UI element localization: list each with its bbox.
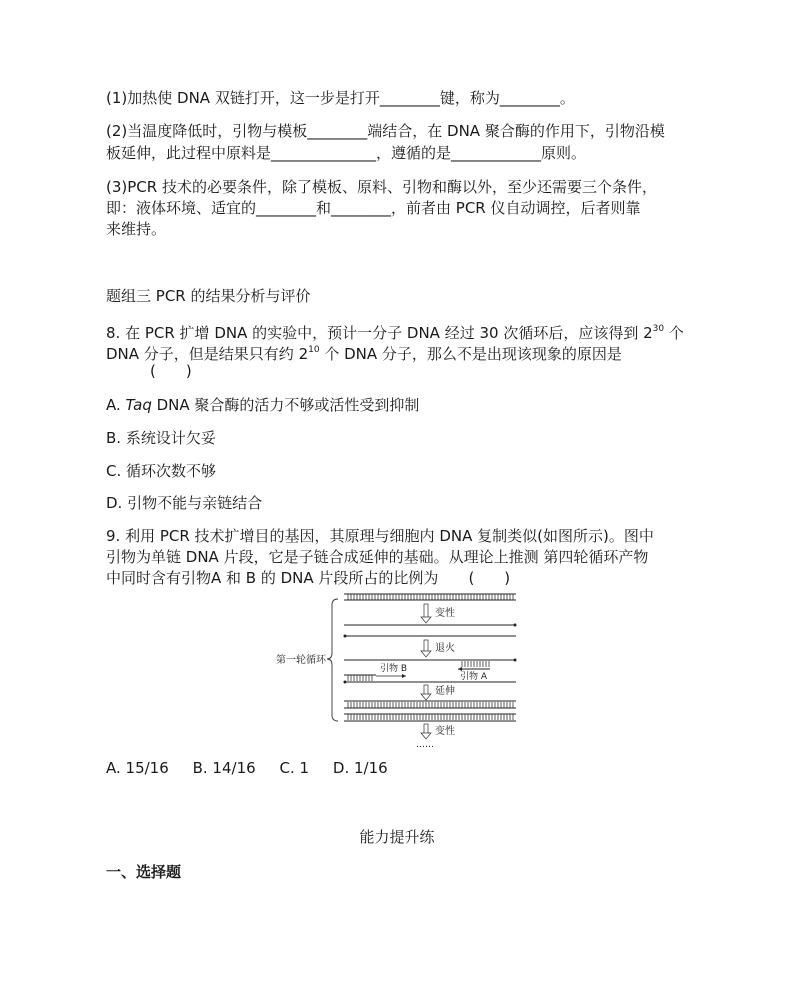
- q8-exponent-30: 30: [652, 324, 665, 334]
- cycle-brace: [327, 599, 338, 721]
- q8-option-a-prefix: A.: [106, 396, 126, 414]
- q9-line1: 9. 利用 PCR 技术扩增目的基因，其原理与细胞内 DNA 复制类似(如图所示)。图中: [106, 527, 654, 545]
- step-extend: 延伸: [435, 686, 455, 697]
- q8-line1-text: 8. 在 PCR 扩增 DNA 的实验中，预计一分子 DNA 经过 30 次循环后，应该得到 2: [106, 324, 653, 342]
- q7-part2-line1: (2)当温度降低时，引物与模板________端结合，在 DNA 聚合酶的作用下，引物沿模: [106, 122, 665, 140]
- q8-exponent-10: 10: [308, 345, 320, 355]
- q7-part3-line3: 来维持。: [106, 220, 167, 238]
- q9-line3: [106, 568, 510, 588]
- step-denature: 变性: [435, 608, 455, 619]
- q9-line3-text: 中同时含有引物A 和 B 的 DNA 片段所占的比例为: [106, 569, 439, 587]
- step-denature-2: 变性: [435, 726, 455, 737]
- q8-option-b[interactable]: B. 系统设计欠妥: [106, 429, 216, 447]
- q8-line1-tail: 个: [664, 324, 684, 342]
- q8-line2-text: DNA 分子，但是结果只有约 2: [106, 345, 309, 363]
- cycle-label: 第一轮循环: [276, 655, 326, 666]
- q8-option-d[interactable]: D. 引物不能与亲链结合: [106, 494, 263, 512]
- q9-line2: 引物为单链 DNA 片段，它是子链合成延伸的基础。从理论上推测 第四轮循环产物: [106, 548, 649, 566]
- primer-a-label: 引物 A: [460, 672, 488, 682]
- primer-b-label: 引物 B: [380, 664, 408, 674]
- q7-part2-line2: 板延伸，此过程中原料是______________，遵循的是____________原则。: [106, 144, 587, 162]
- denature-arrow-2: [421, 724, 431, 739]
- q8-option-a-taq: Taq: [125, 396, 152, 414]
- q8-answer-bracket: ( ): [150, 362, 192, 380]
- denature-arrow-1: [421, 604, 431, 623]
- primer-a-mark: [460, 661, 490, 667]
- extend-arrow: [421, 685, 431, 700]
- q8-line2-tail: 个 DNA 分子，那么不是出现该现象的原因是: [319, 345, 622, 363]
- pcr-cycle-diagram: [272, 591, 532, 751]
- q9-answer-bracket: ( ): [468, 569, 511, 587]
- q8-option-c[interactable]: C. 循环次数不够: [106, 462, 217, 480]
- q9-options[interactable]: A. 15/16 B. 14/16 C. 1 D. 1/16: [106, 759, 388, 777]
- diagram-ellipsis: ……: [416, 740, 434, 750]
- q7-part3-line2: 即：液体环境、适宜的________和________，前者由 PCR 仪自动调控，后者则靠: [106, 199, 641, 217]
- q7-part1: (1)加热使 DNA 双链打开，这一步是打开________键，称为________。: [106, 89, 575, 107]
- dsdna-product-1: [344, 701, 516, 708]
- q8-option-a-text: DNA 聚合酶的活力不够或活性受到抑制: [151, 396, 420, 414]
- section-ability-heading: 能力提升练: [359, 828, 435, 846]
- primer-b-mark: [346, 675, 374, 681]
- step-anneal: 退火: [435, 643, 455, 654]
- q7-part3-line1: (3)PCR 技术的必要条件，除了模板、原料、引物和酶以外，至少还需要三个条件，: [106, 178, 657, 196]
- section-choice-heading: 一、选择题: [106, 863, 182, 881]
- q8-option-a[interactable]: [106, 395, 419, 415]
- dsdna-product-2: [344, 714, 516, 721]
- anneal-arrow: [421, 640, 431, 657]
- dsdna-top: [344, 594, 516, 600]
- section-3-heading: 题组三 PCR 的结果分析与评价: [106, 287, 311, 305]
